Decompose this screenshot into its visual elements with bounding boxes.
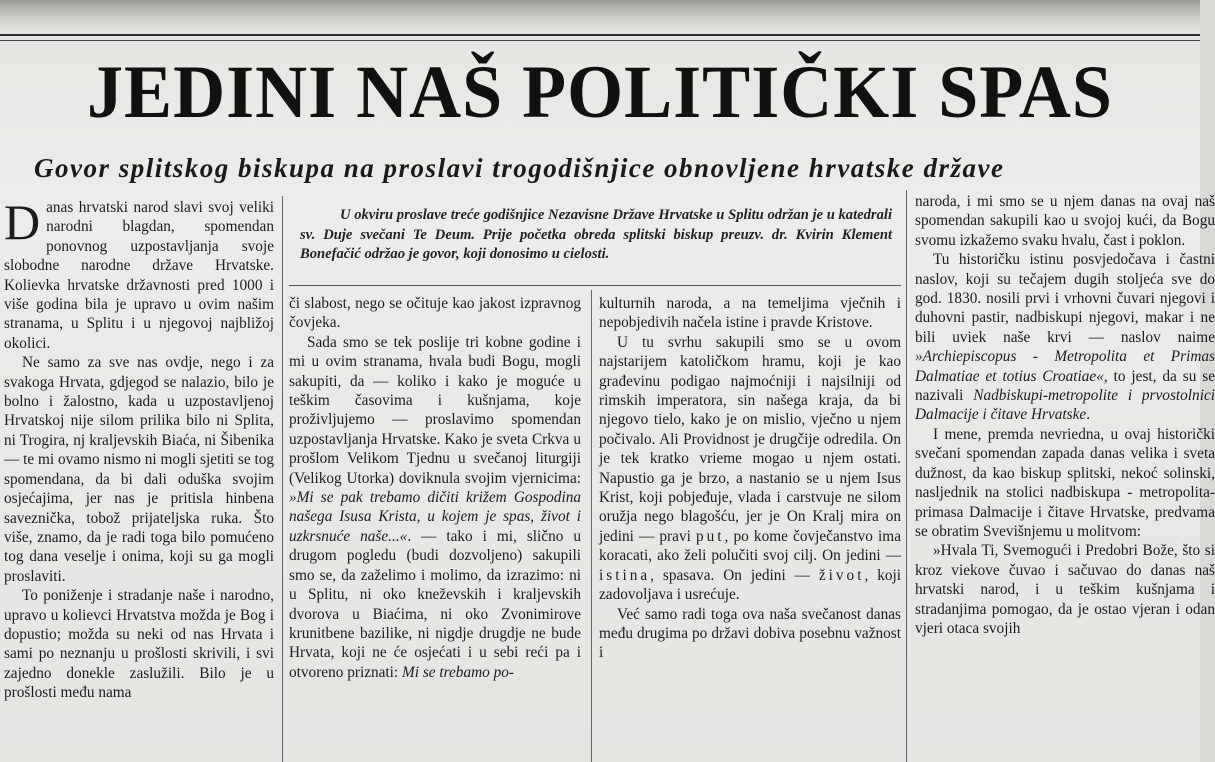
paragraph: To poniženje i stradanje naše i narodno, upravo u kolievci Hrvatstva možda je Bog i dopustio; možda su neki od nas Hrvata i sami po neznanju u prošlosti skrivili, i svi zajedno donekle zaslužili. Bilo je u prošlosti među nama [4, 587, 274, 702]
quotation: »Archiepiscopus - Metropolita et Primas Dalmatiae et totius Croatiae« [915, 348, 1215, 385]
headline: JEDINI NAŠ POLITIČKI SPAS [87, 50, 1113, 134]
paragraph: Tu historičku istinu posvjedočava i častni naslov, koji su tečajem dugih stoljeća sve do god. 1830. nosili prvi i vrhovni čuvari njegovi i duhovni pastir, nadbiskupi njegovi, makar i ne bili uviek naše krvi — naslov naime »Archiepiscopus - Metropolita et Primas Dalmatiae et totius Croatiae«, to jest, da su se nazivali Nadbiskupi-metropolite i prvostolnici Dalmacije i čitave Hrvatske. [915, 251, 1215, 424]
column-divider [282, 196, 283, 762]
paragraph: naroda, i mi smo se u njem danas na ovaj naš spomendan sakupili kao u svojoj kući, da Bogu svomu izkažemo svaku hvalu, čast i poklon. [915, 193, 1215, 249]
paragraph-text: , spasava. On jedini — [650, 566, 819, 584]
quotation: »Mi se pak trebamo dičiti križem Gospodina našega Isusa Krista, u kojem je spas, život i uzkrsnuće naše...« [289, 489, 581, 545]
paragraph-text: , to jest, da su se nazivali [915, 367, 1215, 405]
paragraph: Već samo radi toga ova naša svečanost danas među drugima po državi dobiva posebnu važnost i [599, 605, 901, 662]
article-column-3 [599, 294, 901, 663]
subheadline: Govor splitskog biskupa na proslavi trogodišnjice obnovljene hrvatske države [34, 153, 1005, 183]
paragraph: »Hvala Ti, Svemogući i Predobri Bože, što si kroz viekove čuvao i sačuvao do danas naš hrvatski narod, i u teškim kušnjama i stradanjima pomogao, da je ostao vjeran i odan vjeri otaca svojih [915, 542, 1215, 637]
column-divider [906, 190, 907, 762]
drop-cap: D [4, 194, 41, 250]
article-column-4 [915, 192, 1215, 638]
quotation: Nadbiskupi-metropolite i prvostolnici Dalmacije i čitave Hrvatske [915, 387, 1215, 424]
paragraph: kulturnih naroda, a na temeljima vječnih i nepobjedivih načela istine i pravde Kristove. [599, 295, 901, 332]
paragraph: Ne samo za sve nas ovdje, nego i za svakoga Hrvata, gdjegod se nalazio, bilo je bolno i žalostno, kada u uzpostavljenoj Hrvatskoj nije silom prilika bilo ni Splita, ni Trogira, nj kraljevskih Biaća, ni Šibenika — te mi ovamo nismo ni mogli sjetiti se tog spomendana, da bi dali oduška svojim osjećajima, jer nas je pritisla hinbena saveznička, tobož prijateljska ruka. Što više, znamo, da je radi toga bilo pomućeno tog dana veselje i onima, koji su ga mogli proslaviti. [4, 354, 274, 585]
top-rule [0, 34, 1200, 36]
paragraph-text: Tu historičku istinu posvjedočava i častni naslov, koji su tečajem dugih stoljeća sve do god. 1830. nosili prvi i vrhovni čuvari njegovi i duhovni pastir, nadbiskupi njegovi, makar i ne bili uviek naše krvi — naslov naime [915, 251, 1215, 346]
paragraph-text: , po kome čovječanstvo ima koracati, ako želi polučiti svoj cilj. On jedini — [599, 527, 901, 565]
article-column-2 [289, 294, 581, 682]
paragraph-text: Sada smo se tek poslije tri kobne godine i mi u ovim stranama, hvala budi Bogu, mogli sakupiti, da — koliko i kako je moguće u teškim časovima i kušnjama, koje proživljujemo — proslavimo spomendan uzpostavljanja Hrvatske. Kako je sveta Crkva u prošlom Velikom Tjednu u svečanoj liturgiji (Velikog Utorka) doviknula svojim vjernicima: [289, 333, 581, 487]
paragraph-text: anas hrvatski narod slavi svoj veliki narodni blagdan, spomendan ponovnog uzpostavljanja svoje slobodne narodne države Hrvatske. Kolievka hrvatske državnosti pred 1000 i više godina bila je upravo u ovim našim stranama, u Splitu i u njegovoj najbližoj okolici. [4, 199, 274, 352]
page-fold-shadow [0, 0, 1200, 30]
spaced-word: put [695, 527, 725, 545]
paragraph [289, 333, 581, 682]
column-divider [591, 290, 592, 762]
spaced-word: istina [599, 566, 651, 584]
intro-paragraph: U okviru proslave treće godišnjice Nezavisne Države Hrvatske u Splitu održan je u katedrali sv. Duje svečani Te Deum. Prije početka obreda splitski biskup preuzv. dr. Kvirin Klement Bonefačić održao je govor, koji donosimo u cielosti. [300, 207, 892, 262]
paragraph [4, 194, 274, 353]
intro-rule [289, 285, 901, 286]
paragraph-text: , koji zadovoljava i usrećuje. [599, 566, 902, 604]
article-column-1 [4, 194, 274, 703]
spaced-word: život [818, 566, 865, 584]
paragraph: I mene, premda nevriedna, u ovaj historički svečani spomendan zapada danas velika i sveta dužnost, da kao biskup splitski, nekoć solinski, nasljednik na stolici nadbiskupa - metropolita-primasa Dalmacije i čitave Hrvatske, predvama se obratim Svevišnjemu u molitvom: [915, 425, 1215, 540]
paragraph: či slabost, nego se očituje kao jakost izpravnog čovjeka. [289, 295, 581, 332]
quotation: Mi se trebamo po- [402, 663, 515, 681]
paragraph-text: U tu svrhu sakupili smo se u ovom najstarijem katoličkom hramu, koji je kao građevinu podigao najmoćniji i najsilniji od rimskih imperatora, sin našega kraja, da bi njegovo tielo, kako je on mislio, vječno u njem počivalo. Ali Providnost je drugčije odredila. On je tek kratko vrieme mogao u njem ostati. Napustio ga je brzo, a nastanio se u njem Isus Krist, koji pobjeđuje, vlada i carstvuje ne silom oružja nego blagošću, jer je On Kralj mira on jedini — pravi [599, 333, 901, 545]
paragraph-text: . — tako i mi, slično u drugom pogledu (budi dozvoljeno) sakupili smo se, da zaželimo i molimo, da izrazimo: ni u Splitu, ni oko kneževskih i kraljevskih dvorova u Biaćima, ni oko Zvonimirove krunitbene bazilike, ni nigdje drugdje ne bude Hrvata, koji ne će osjećati i u sebi reći pa i otvoreno priznati: [289, 527, 581, 681]
paragraph [599, 333, 901, 605]
